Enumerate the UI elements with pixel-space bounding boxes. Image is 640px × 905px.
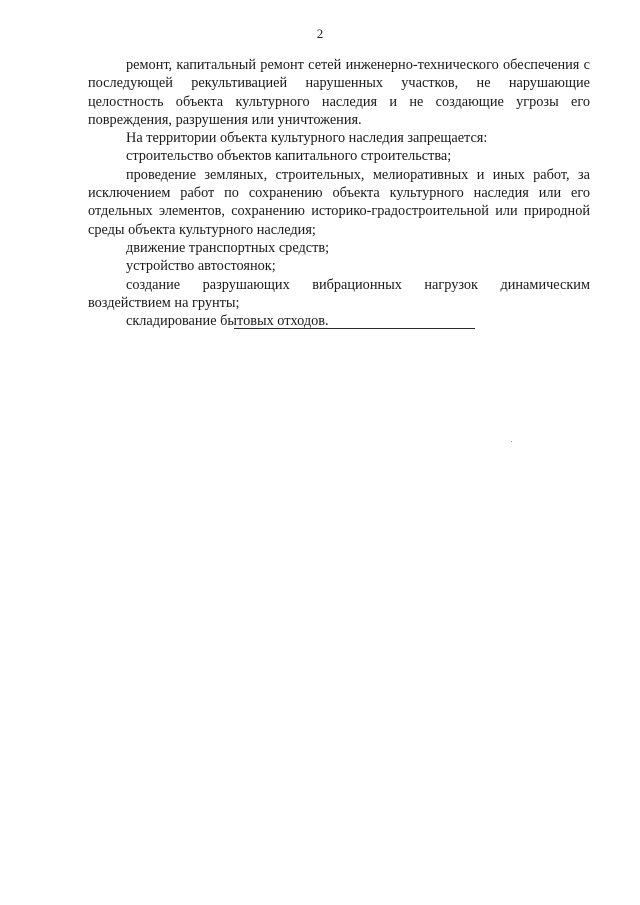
paragraph-prohibition-traffic: движение транспортных средств; [126,239,330,256]
paragraph-prohibition-waste: складирование бытовых отходов. [126,313,329,330]
paragraph-prohibition-construction: строительство объектов капитального строительства; [126,148,452,165]
paragraph-prohibition-vibration: создание разрушающих вибрационных нагрузок динамическим воздействием на грунты; [88,276,590,311]
end-of-text-separator [234,328,475,329]
paragraph-prohibition-earthworks: проведение земляных, строительных, мелиоративных и иных работ, за исключением работ по сохранению объекта культурного наследия или его отдельных элементов, сохранению историко-градостроительной или природной среды объекта культурного наследия; [88,166,590,238]
scan-speck [511,441,512,442]
paragraph-prohibitions-intro: На территории объекта культурного наследия запрещается: [126,130,488,147]
paragraph-repair-permitted: ремонт, капитальный ремонт сетей инженерно-технического обеспечения с последующей рекультивацией нарушенных участков, не нарушающие целостность объекта культурного наследия и не создающие угрозы его повреждения, разрушения или уничтожения. [88,57,590,128]
document-body [88,56,590,330]
paragraph-prohibition-parking: устройство автостоянок; [126,258,276,275]
page-number: 2 [316,26,324,41]
